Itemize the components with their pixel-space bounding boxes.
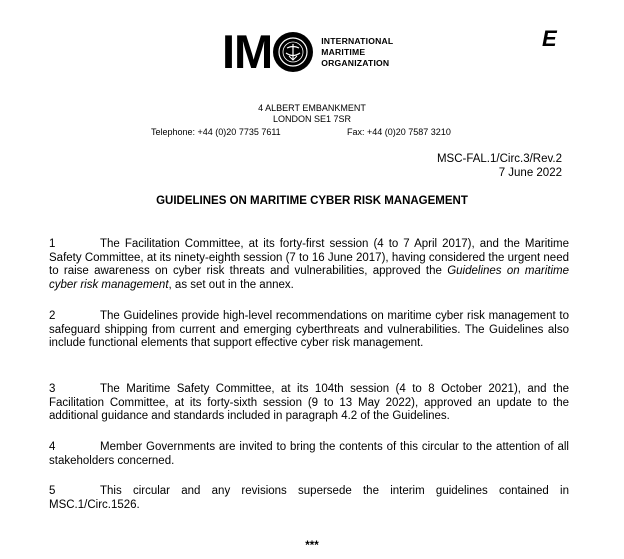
org-line-1: INTERNATIONAL: [321, 35, 394, 46]
address-line-1: 4 ALBERT EMBANKMENT: [258, 103, 366, 113]
imo-logo: [222, 25, 394, 78]
org-line-2: MARITIME: [321, 46, 366, 57]
document-date: 7 June 2022: [498, 167, 562, 179]
paragraph-4: [49, 441, 569, 468]
paragraph-2: [49, 310, 569, 351]
logo-mark: [222, 25, 313, 78]
org-line-3: ORGANIZATION: [321, 57, 390, 68]
paragraph-text: The Maritime Safety Committee, at its 104th session (4 to 8 October 2021), and the Facilitation Committee, at its forty-sixth session (9 to 13 May 2022), approved an update to the additional guidance and standards included in paragraph 4.2 of the Guidelines.: [49, 383, 569, 423]
document-title: GUIDELINES ON MARITIME CYBER RISK MANAGEMENT: [156, 195, 468, 207]
paragraph-text: Member Governments are invited to bring the contents of this circular to the attention of all stakeholders concerned.: [49, 441, 569, 467]
telephone: Telephone: +44 (0)20 7735 7611: [151, 127, 281, 137]
address-line-2: LONDON SE1 7SR: [272, 114, 352, 124]
paragraph-3: [49, 383, 569, 424]
address-block: [0, 103, 624, 125]
end-mark: ***: [305, 540, 319, 552]
paragraph-text: The Guidelines provide high-level recommendations on maritime cyber risk management to safeguard shipping from current and emerging cyberthreats and vulnerabilities. The Guidelines also include functional elements that support effective cyber risk management.: [49, 310, 569, 350]
emblem-icon: [273, 32, 313, 72]
paragraph-number: 1: [49, 238, 56, 250]
paragraph-number: 2: [49, 310, 56, 322]
fax: Fax: +44 (0)20 7587 3210: [347, 127, 451, 137]
reference-block: [437, 152, 562, 180]
logo-text: IM: [222, 25, 273, 78]
paragraph-number: 5: [49, 485, 56, 497]
paragraph-text: The Facilitation Committee, at its forty-first session (4 to 7 April 2017), and the Maritime Safety Committee, at its ninety-eighth session (7 to 16 June 2017), having considered the urgent need to raise awareness on cyber risk threats and vulnerabilities, approved the: [49, 238, 569, 278]
paragraph-italic-title: Guidelines on maritime cyber risk management: [49, 265, 570, 291]
language-code: E: [542, 26, 557, 51]
paragraph-number: 4: [49, 441, 56, 453]
organization-name: [321, 36, 393, 69]
paragraph-number: 3: [49, 383, 56, 395]
paragraph-text: This circular and any revisions supersede the interim guidelines contained in MSC.1/Circ.1526.: [49, 485, 569, 511]
document-symbol: MSC-FAL.1/Circ.3/Rev.2: [436, 153, 562, 165]
paragraph-text-end: , as set out in the annex.: [168, 278, 294, 291]
paragraph-1: [49, 238, 569, 292]
paragraph-5: [49, 485, 569, 512]
